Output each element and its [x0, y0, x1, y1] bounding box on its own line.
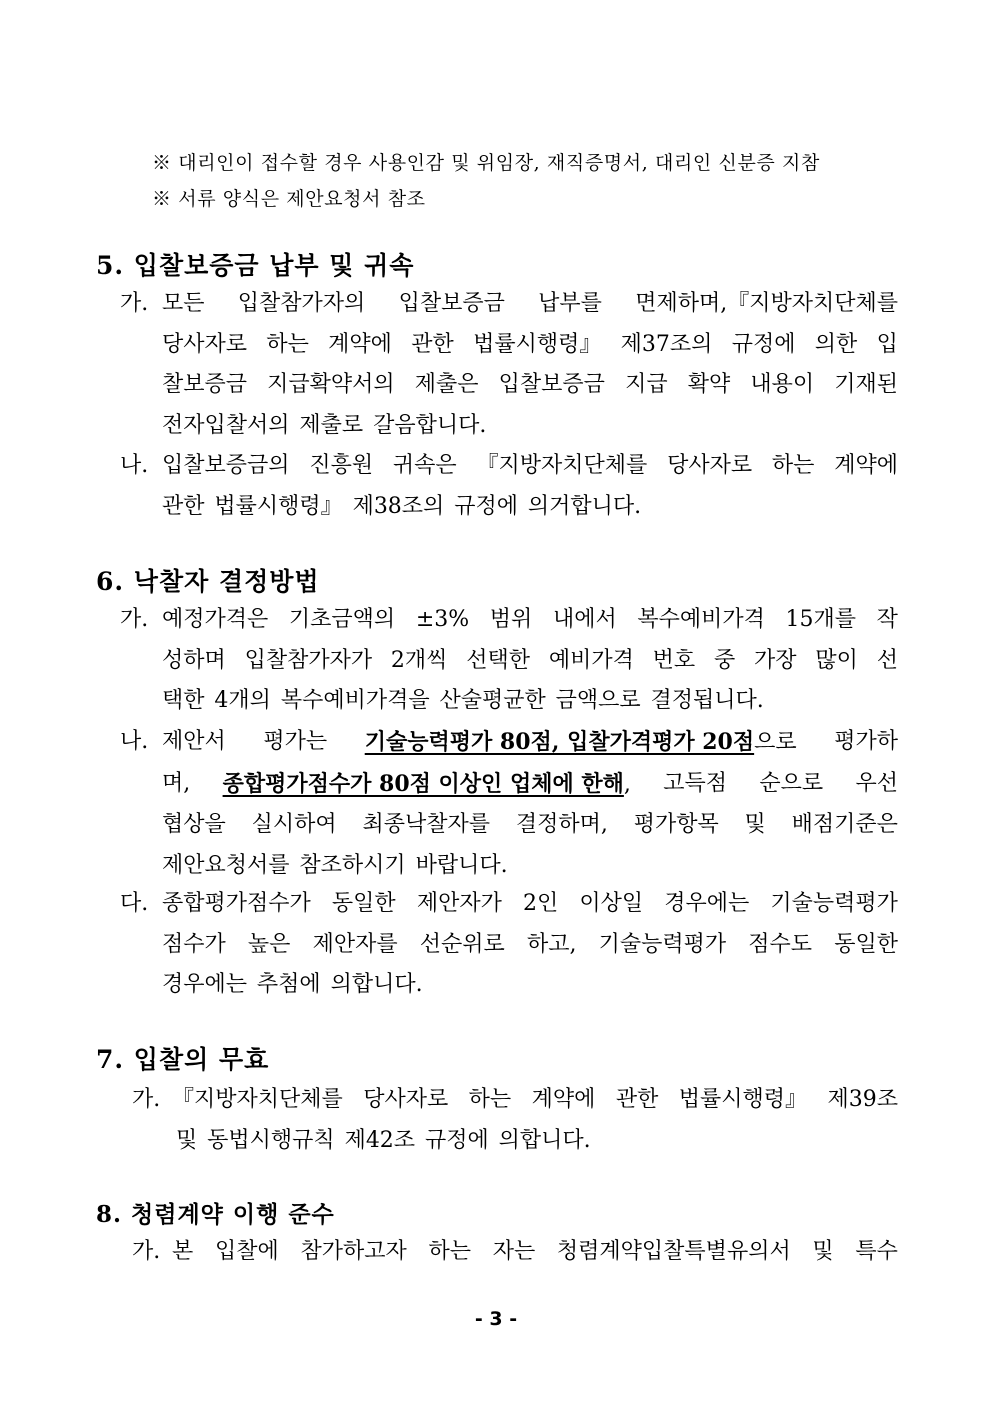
item-marker: 가. — [132, 1087, 161, 1112]
section-5-item-ga — [120, 284, 898, 446]
text-line: 택한 4개의 복수예비가격을 산술평균한 금액으로 결정됩니다. — [162, 688, 764, 713]
item-marker: 가. — [120, 291, 149, 316]
text-line: 예정가격은 기초금액의 ±3% 범위 내에서 복수예비가격 15개를 작 — [162, 607, 898, 632]
text-line: 『지방자치단체를 당사자로 하는 계약에 관한 법률시행령』 제39조 — [172, 1087, 898, 1112]
text-line: 관한 법률시행령』 제38조의 규정에 의거합니다. — [162, 493, 642, 519]
scoring-weights-highlight: 기술능력평가 80점, 입찰가격평가 20점 — [364, 729, 755, 755]
section-5-heading: 5. 입찰보증금 납부 및 귀속 — [96, 251, 415, 280]
text-line: 종합평가점수가 동일한 제안자가 2인 이상일 경우에는 기술능력평가 — [162, 891, 898, 916]
text-line: 며, 종합평가점수가 80점 이상인 업체에 한해, 고득점 순으로 우선 — [162, 770, 898, 797]
text-line: 경우에는 추첨에 의합니다. — [162, 972, 423, 997]
text-line: 찰보증금 지급확약서의 제출은 입찰보증금 지급 확약 내용이 기재된 — [162, 372, 898, 397]
note-agent-documents: ※ 대리인이 접수할 경우 사용인감 및 위임장, 재직증명서, 대리인 신분증 지참 — [152, 152, 820, 174]
page-number: - 3 - — [474, 1308, 518, 1330]
item-marker: 다. — [120, 891, 149, 916]
section-8-item-ga — [132, 1232, 898, 1273]
text-line: 점수가 높은 제안자를 선순위로 하고, 기술능력평가 점수도 동일한 — [162, 931, 898, 957]
text-line: 모든 입찰참가자의 입찰보증금 납부를 면제하며,『지방자치단체를 — [162, 291, 898, 316]
text-line: 당사자로 하는 계약에 관한 법률시행령』 제37조의 규정에 의한 입 — [162, 331, 898, 357]
text-line: 입찰보증금의 진흥원 귀속은 『지방자치단체를 당사자로 하는 계약에 — [162, 453, 898, 478]
item-marker: 나. — [120, 729, 149, 754]
minimum-score-highlight: 종합평가점수가 80점 이상인 업체에 한해 — [222, 770, 624, 797]
section-7-heading: 7. 입찰의 무효 — [96, 1045, 270, 1074]
item-marker: 나. — [120, 453, 149, 478]
note-form-reference: ※ 서류 양식은 제안요청서 참조 — [152, 188, 426, 210]
section-6-item-da — [120, 884, 898, 1006]
text-line: 및 동법시행규칙 제42조 규정에 의합니다. — [176, 1127, 591, 1153]
text-line: 본 입찰에 참가하고자 하는 자는 청렴계약입찰특별유의서 및 특수 — [172, 1239, 898, 1264]
text-line: 제안요청서를 참조하시기 바랍니다. — [162, 852, 508, 878]
section-6-item-na — [120, 722, 898, 886]
item-marker: 가. — [132, 1239, 161, 1264]
text-line: 제안서 평가는 기술능력평가 80점, 입찰가격평가 20점으로 평가하 — [162, 729, 898, 755]
section-8-heading: 8. 청렴계약 이행 준수 — [96, 1201, 335, 1228]
text-line: 성하며 입찰참가자가 2개씩 선택한 예비가격 번호 중 가장 많이 선 — [162, 647, 898, 673]
text-line: 협상을 실시하여 최종낙찰자를 결정하며, 평가항목 및 배점기준은 — [162, 812, 898, 837]
section-6-heading: 6. 낙찰자 결정방법 — [96, 567, 320, 596]
text-line: 전자입찰서의 제출로 갈음합니다. — [162, 412, 487, 438]
section-7-item-ga — [132, 1080, 898, 1161]
item-marker: 가. — [120, 607, 149, 632]
section-6-item-ga — [120, 600, 898, 722]
section-5-item-na — [120, 446, 898, 527]
